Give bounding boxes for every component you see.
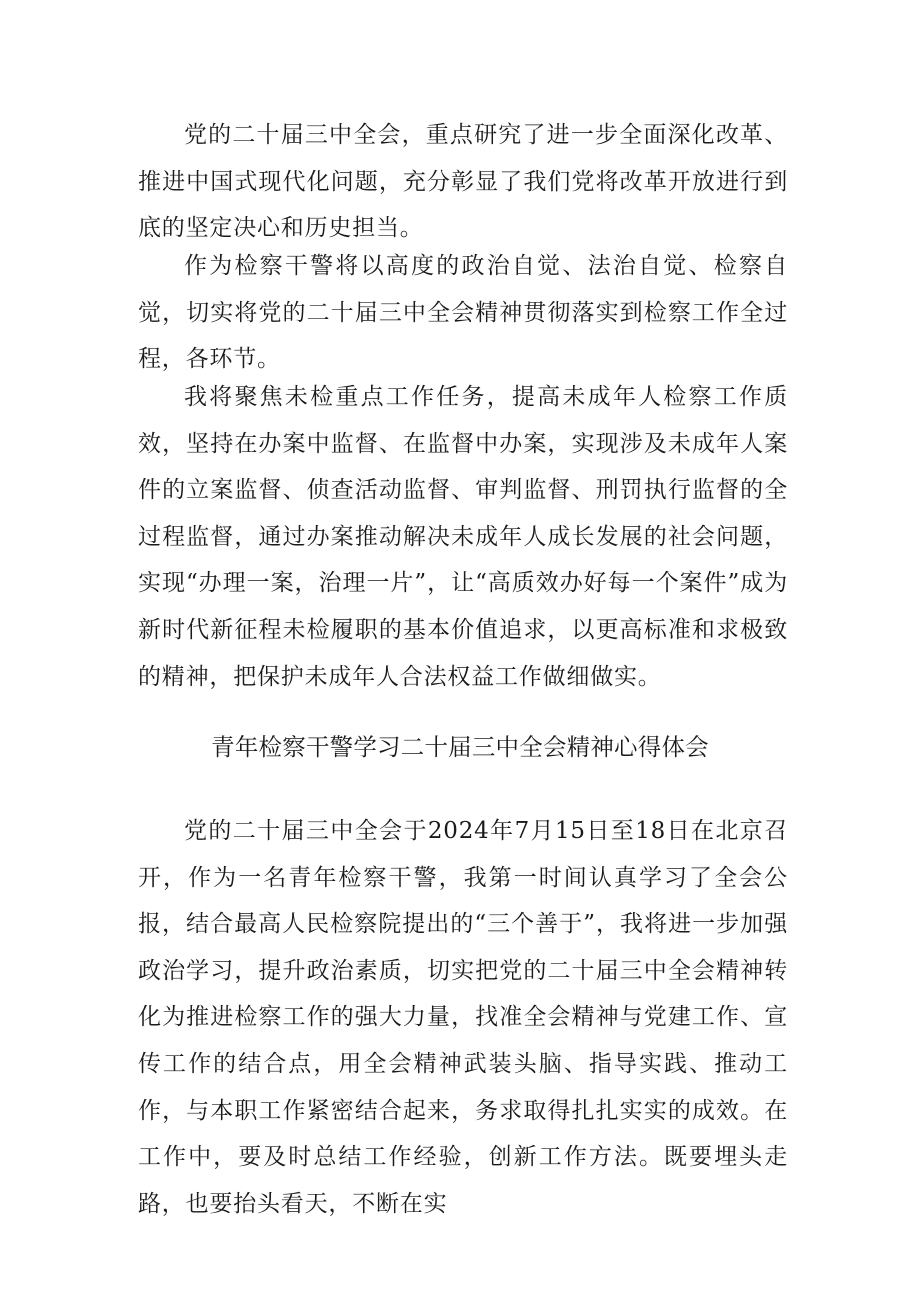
paragraph-1: 党的二十届三中全会，重点研究了进一步全面深化改革、推进中国式现代化问题，充分彰显了我们党将改革开放进行到底的坚定决心和历史担当。 [138, 122, 788, 242]
paragraph-3: 我将聚焦未检重点工作任务，提高未成年人检察工作质效，坚持在办案中监督、在监督中办案，实现涉及未成年人案件的立案监督、侦查活动监督、审判监督、刑罚执行监督的全过程监督，通过办案推动解决未成年人成长发展的社会问题，实现“办理一案，治理一片”，让“高质效办好每一个案件”成为新时代新征程未检履职的基本价值追求，以更高标准和求极致的精神，把保护未成年人合法权益工作做细做实。 [138, 384, 788, 690]
section-paragraph-1: 党的二十届三中全会于2024年7月15日至18日在北京召开，作为一名青年检察干警，我第一时间认真学习了全会公报，结合最高人民检察院提出的“三个善于”，我将进一步加强政治学习，提升政治素质，切实把党的二十届三中全会精神转化为推进检察工作的强大力量，找准全会精神与党建工作、宣传工作的结合点，用全会精神武装头脑、指导实践、推动工作，与本职工作紧密结合起来，务求取得扎扎实实的成效。在工作中，要及时总结工作经验，创新工作方法。既要埋头走路，也要抬头看天，不断在实 [138, 818, 788, 1217]
paragraph-2: 作为检察干警将以高度的政治自觉、法治自觉、检察自觉，切实将党的二十届三中全会精神贯彻落实到检察工作全过程，各环节。 [138, 253, 788, 373]
section-title: 青年检察干警学习二十届三中全会精神心得体会 [211, 733, 709, 761]
